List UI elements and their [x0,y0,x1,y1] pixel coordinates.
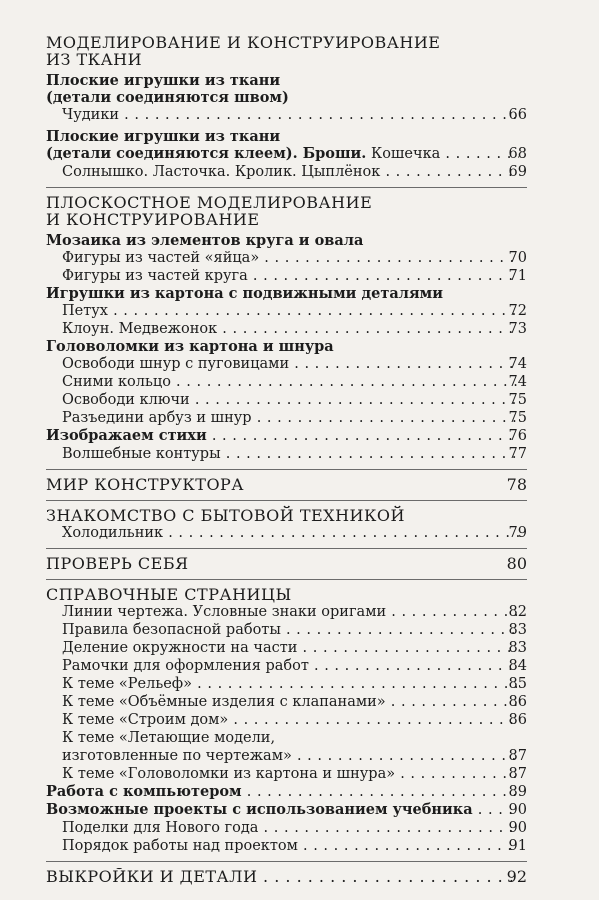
entry-label: Порядок работы над проектом . . . [62,837,519,855]
section-title: ЗНАКОМСТВО С БЫТОВОЙ ТЕХНИКОЙ [46,506,405,525]
entry-label: Изображаем стихи . . . [46,427,519,445]
section-title: ВЫКРОЙКИ И ДЕТАЛИ . . . [46,868,519,886]
page-number: 91 [508,838,527,854]
page-number: 68 [508,146,527,162]
page-number: 76 [508,428,527,444]
toc-entry[interactable] [0,603,599,621]
toc-entry[interactable] [0,747,599,765]
page-number: 75 [508,410,527,426]
page-number: 89 [508,784,527,800]
toc-entry[interactable] [0,106,599,124]
entry-label: Чудики . . . [62,106,519,124]
section-planar-modeling [0,194,599,463]
subsection-title: (детали соединяются швом) [46,89,289,106]
toc-entry[interactable] [0,320,599,338]
page-number: 74 [508,374,527,390]
toc-entry[interactable] [0,524,599,542]
entry-label: Возможные проекты с использованием учебника . . . [46,801,519,819]
divider [46,861,527,862]
page-number: 77 [508,446,527,462]
page-number: 83 [508,640,527,656]
toc-entry[interactable] [0,783,599,801]
section-fabric [0,34,599,181]
entry-label: К теме «Строим дом» . . . [62,711,519,729]
toc-entry[interactable] [0,409,599,427]
entry-label: К теме «Объёмные изделия с клапанами» . . . [62,693,519,711]
toc-entry[interactable] [0,711,599,729]
table-of-contents [0,34,599,886]
divider [46,187,527,188]
toc-entry[interactable] [0,801,599,819]
page-number: 92 [506,867,527,886]
subsection-title: Плоские игрушки из ткани [46,72,281,89]
section-title: И КОНСТРУИРОВАНИЕ [46,210,260,229]
toc-entry[interactable] [0,837,599,855]
entry-label: Деление окружности на части . . . [62,639,519,657]
subsection-title: Головоломки из картона и шнура [46,338,334,355]
divider [46,469,527,470]
entry-label: К теме «Рельеф» . . . [62,675,519,693]
entry-label: Работа с компьютером . . . [46,783,519,801]
toc-entry[interactable] [0,693,599,711]
toc-entry[interactable] [0,868,599,886]
section-title: ПЛОСКОСТНОЕ МОДЕЛИРОВАНИЕ [46,193,373,212]
entry-label: изготовленные по чертежам» . . . [62,747,519,765]
entry-label: Разъедини арбуз и шнур . . . [62,409,519,427]
section-title: СПРАВОЧНЫЕ СТРАНИЦЫ [46,585,292,604]
toc-entry[interactable] [0,355,599,373]
entry-label: Рамочки для оформления работ . . . [62,657,519,675]
page-number: 86 [508,712,527,728]
section-title: ПРОВЕРЬ СЕБЯ [46,555,189,573]
toc-entry[interactable] [0,657,599,675]
page-number: 87 [508,748,527,764]
toc-entry[interactable] [0,302,599,320]
entry-label: Сними кольцо . . . [62,373,519,391]
entry-label: Линии чертежа. Условные знаки оригами . . . [62,603,519,621]
page-number: 72 [508,303,527,319]
divider [46,500,527,501]
page-number: 79 [508,525,527,541]
entry-label: Освободи шнур с пуговицами . . . [62,355,519,373]
page-number: 71 [508,268,527,284]
section-reference [0,586,599,855]
toc-entry[interactable] [0,555,599,573]
entry-label: Волшебные контуры . . . [62,445,519,463]
section-title: МОДЕЛИРОВАНИЕ И КОНСТРУИРОВАНИЕ [46,33,441,52]
subsection-title: Игрушки из картона с подвижными деталями [46,285,444,302]
toc-entry[interactable] [0,145,599,163]
section-title: МИР КОНСТРУКТОРА [46,476,244,494]
page-number: 80 [506,554,527,573]
entry-label: Кошечка [366,146,441,162]
toc-entry[interactable] [0,476,599,494]
entry-label: Освободи ключи . . . [62,391,519,409]
entry-label: К теме «Головоломки из картона и шнура» . . . [62,765,519,783]
page-number: 90 [508,820,527,836]
toc-entry[interactable] [0,639,599,657]
toc-entry[interactable] [0,249,599,267]
section-title: ИЗ ТКАНИ [46,50,143,69]
toc-entry[interactable] [0,765,599,783]
subsection-title: Мозаика из элементов круга и овала [46,232,364,249]
toc-entry[interactable] [0,445,599,463]
page-number: 73 [508,321,527,337]
entry-label: Солнышко. Ласточка. Кролик. Цыплёнок . . . [62,163,519,181]
page-number: 84 [508,658,527,674]
toc-entry[interactable] [0,621,599,639]
page-number: 70 [508,250,527,266]
page-number: 87 [508,766,527,782]
entry-label: Фигуры из частей круга . . . [62,267,519,285]
entry-label: Поделки для Нового года . . . [62,819,519,837]
entry-label[interactable]: К теме «Летающие модели, [62,730,276,746]
entry-label: Правила безопасной работы . . . [62,621,519,639]
toc-entry[interactable] [0,163,599,181]
entry-label: Клоун. Медвежонок . . . [62,320,519,338]
toc-entry[interactable] [0,267,599,285]
subsection-title: Плоские игрушки из ткани [46,128,281,145]
page-number: 83 [508,622,527,638]
page-number: 75 [508,392,527,408]
divider [46,548,527,549]
entry-label-bold: (детали соединяются клеем). Броши. [46,145,367,162]
page-number: 86 [508,694,527,710]
page-number: 90 [508,802,527,818]
toc-entry[interactable] [0,391,599,409]
page-number: 82 [508,604,527,620]
page-number: 74 [508,356,527,372]
page-number: 85 [508,676,527,692]
page-number: 78 [506,475,527,494]
page-number: 66 [508,107,527,123]
toc-entry[interactable] [0,373,599,391]
page-number: 69 [508,164,527,180]
toc-entry[interactable] [0,819,599,837]
toc-entry[interactable] [0,675,599,693]
entry-label: Холодильник . . . [62,524,519,542]
entry-label: Фигуры из частей «яйца» . . . [62,249,519,267]
divider [46,579,527,580]
toc-entry[interactable] [0,427,599,445]
entry-label: Петух . . . [62,302,519,320]
